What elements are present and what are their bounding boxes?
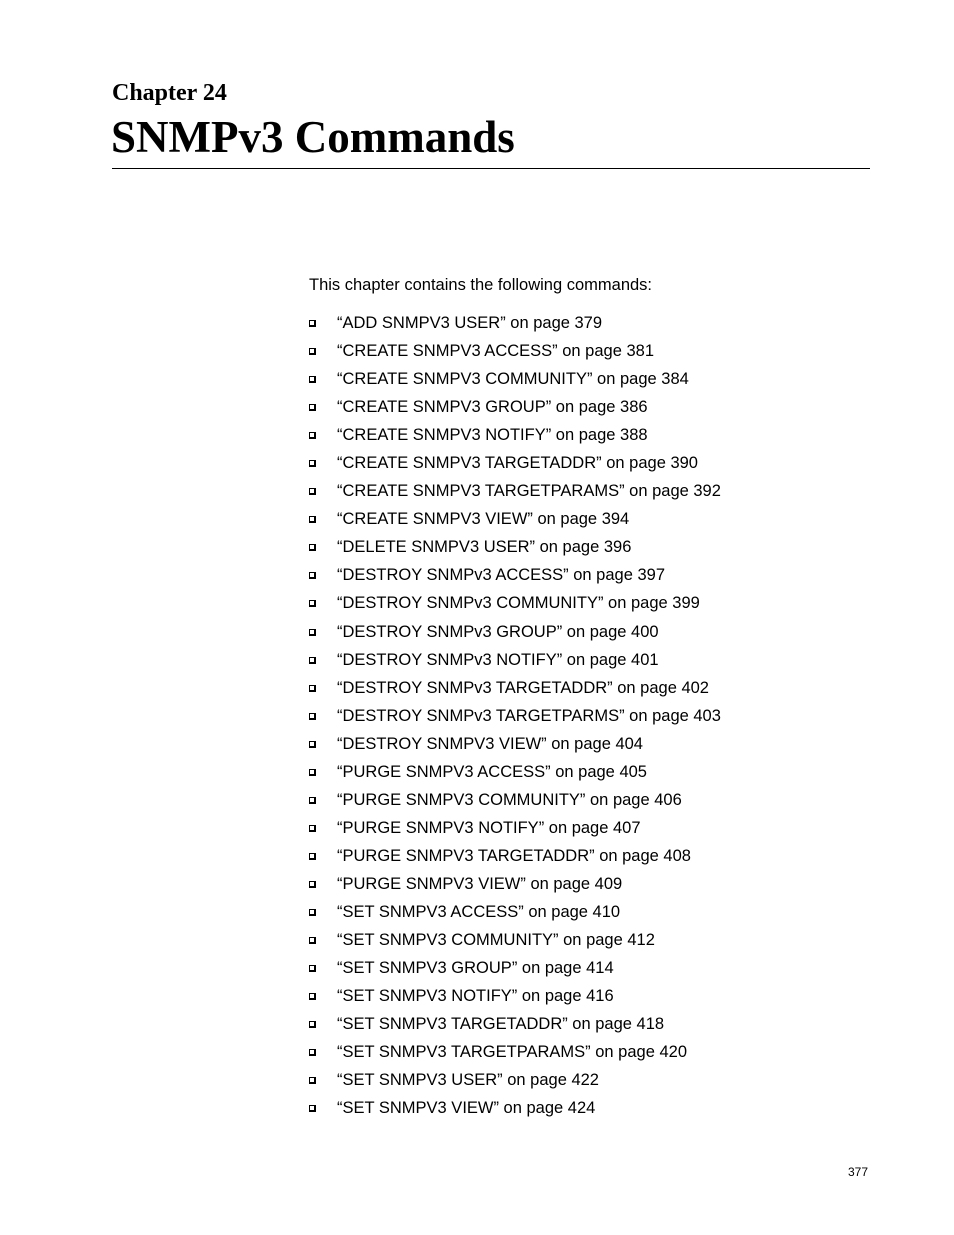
command-list-item[interactable] — [309, 537, 721, 565]
chapter-label: Chapter 24 — [112, 80, 227, 106]
checkbox-bullet-icon — [309, 657, 316, 664]
checkbox-bullet-icon — [309, 825, 316, 832]
checkbox-bullet-icon — [309, 376, 316, 383]
command-list-item[interactable] — [309, 453, 721, 481]
title-divider — [112, 168, 870, 169]
command-list-item[interactable] — [309, 706, 721, 734]
command-link[interactable]: “DESTROY SNMPv3 TARGETPARMS” on page 403 — [337, 706, 721, 725]
checkbox-bullet-icon — [309, 488, 316, 495]
command-list-item[interactable] — [309, 902, 721, 930]
command-link[interactable]: “SET SNMPV3 TARGETPARAMS” on page 420 — [337, 1043, 687, 1062]
command-link[interactable]: “CREATE SNMPV3 ACCESS” on page 381 — [337, 342, 654, 361]
command-link[interactable]: “PURGE SNMPV3 NOTIFY” on page 407 — [337, 818, 641, 837]
command-link[interactable]: “PURGE SNMPV3 COMMUNITY” on page 406 — [337, 790, 682, 809]
command-link[interactable]: “PURGE SNMPV3 VIEW” on page 409 — [337, 874, 623, 893]
page-number: 377 — [848, 1165, 869, 1179]
checkbox-bullet-icon — [309, 600, 316, 607]
command-list-item[interactable] — [309, 958, 721, 986]
command-list-item[interactable] — [309, 593, 721, 621]
command-list-item[interactable] — [309, 874, 721, 902]
command-link[interactable]: “CREATE SNMPV3 TARGETADDR” on page 390 — [337, 454, 698, 473]
command-list-item[interactable] — [309, 565, 721, 593]
command-link[interactable]: “DESTROY SNMPv3 ACCESS” on page 397 — [337, 566, 666, 585]
checkbox-bullet-icon — [309, 432, 316, 439]
command-link[interactable]: “DESTROY SNMPv3 NOTIFY” on page 401 — [337, 650, 659, 669]
checkbox-bullet-icon — [309, 993, 316, 1000]
checkbox-bullet-icon — [309, 516, 316, 523]
command-link[interactable]: “SET SNMPV3 NOTIFY” on page 416 — [337, 987, 614, 1006]
checkbox-bullet-icon — [309, 853, 316, 860]
command-link[interactable]: “SET SNMPV3 TARGETADDR” on page 418 — [337, 1015, 665, 1034]
command-link[interactable]: “DESTROY SNMPv3 GROUP” on page 400 — [337, 622, 659, 641]
checkbox-bullet-icon — [309, 713, 316, 720]
command-list-item[interactable] — [309, 481, 721, 509]
checkbox-bullet-icon — [309, 1049, 316, 1056]
checkbox-bullet-icon — [309, 404, 316, 411]
checkbox-bullet-icon — [309, 741, 316, 748]
command-list-item[interactable] — [309, 369, 721, 397]
checkbox-bullet-icon — [309, 1021, 316, 1028]
command-list-item[interactable] — [309, 341, 721, 369]
command-link[interactable]: “CREATE SNMPV3 TARGETPARAMS” on page 392 — [337, 482, 721, 501]
checkbox-bullet-icon — [309, 572, 316, 579]
checkbox-bullet-icon — [309, 320, 316, 327]
command-list-item[interactable] — [309, 678, 721, 706]
command-list-item[interactable] — [309, 425, 721, 453]
command-list-item[interactable] — [309, 846, 721, 874]
command-link[interactable]: “DELETE SNMPV3 USER” on page 396 — [337, 538, 632, 557]
command-list-item[interactable] — [309, 986, 721, 1014]
chapter-title: SNMPv3 Commands — [111, 112, 515, 162]
command-link[interactable]: “CREATE SNMPV3 COMMUNITY” on page 384 — [337, 370, 689, 389]
command-link[interactable]: “SET SNMPV3 VIEW” on page 424 — [337, 1099, 596, 1118]
command-link[interactable]: “DESTROY SNMPV3 VIEW” on page 404 — [337, 734, 643, 753]
checkbox-bullet-icon — [309, 1077, 316, 1084]
command-list-item[interactable] — [309, 930, 721, 958]
command-link[interactable]: “SET SNMPV3 ACCESS” on page 410 — [337, 902, 621, 921]
checkbox-bullet-icon — [309, 460, 316, 467]
command-list-item[interactable] — [309, 650, 721, 678]
checkbox-bullet-icon — [309, 769, 316, 776]
checkbox-bullet-icon — [309, 937, 316, 944]
checkbox-bullet-icon — [309, 909, 316, 916]
checkbox-bullet-icon — [309, 797, 316, 804]
command-link[interactable]: “DESTROY SNMPv3 COMMUNITY” on page 399 — [337, 594, 700, 613]
command-list-item[interactable] — [309, 762, 721, 790]
command-list-item[interactable] — [309, 818, 721, 846]
command-list-item[interactable] — [309, 313, 721, 341]
command-list-item[interactable] — [309, 509, 721, 537]
command-list-item[interactable] — [309, 622, 721, 650]
checkbox-bullet-icon — [309, 965, 316, 972]
checkbox-bullet-icon — [309, 629, 316, 636]
command-link[interactable]: “ADD SNMPV3 USER” on page 379 — [337, 314, 603, 332]
checkbox-bullet-icon — [309, 544, 316, 551]
checkbox-bullet-icon — [309, 881, 316, 888]
command-link[interactable]: “CREATE SNMPV3 VIEW” on page 394 — [337, 510, 630, 529]
command-link[interactable]: “PURGE SNMPV3 ACCESS” on page 405 — [337, 762, 647, 781]
checkbox-bullet-icon — [309, 685, 316, 692]
command-list-item[interactable] — [309, 397, 721, 425]
command-list-item[interactable] — [309, 790, 721, 818]
command-link[interactable]: “SET SNMPV3 COMMUNITY” on page 412 — [337, 931, 655, 950]
command-link[interactable]: “SET SNMPV3 GROUP” on page 414 — [337, 959, 614, 978]
checkbox-bullet-icon — [309, 1105, 316, 1112]
command-list-item[interactable] — [309, 1098, 721, 1126]
command-list-item[interactable] — [309, 1070, 721, 1098]
command-list-item[interactable] — [309, 1042, 721, 1070]
intro-text: This chapter contains the following commands: — [309, 276, 653, 294]
command-list — [309, 313, 721, 1126]
command-link[interactable]: “CREATE SNMPV3 NOTIFY” on page 388 — [337, 426, 648, 445]
command-link[interactable]: “SET SNMPV3 USER” on page 422 — [337, 1071, 599, 1090]
checkbox-bullet-icon — [309, 348, 316, 355]
command-link[interactable]: “CREATE SNMPV3 GROUP” on page 386 — [337, 398, 648, 417]
command-list-item[interactable] — [309, 734, 721, 762]
command-list-item[interactable] — [309, 1014, 721, 1042]
command-link[interactable]: “DESTROY SNMPv3 TARGETADDR” on page 402 — [337, 678, 709, 697]
command-link[interactable]: “PURGE SNMPV3 TARGETADDR” on page 408 — [337, 846, 691, 865]
